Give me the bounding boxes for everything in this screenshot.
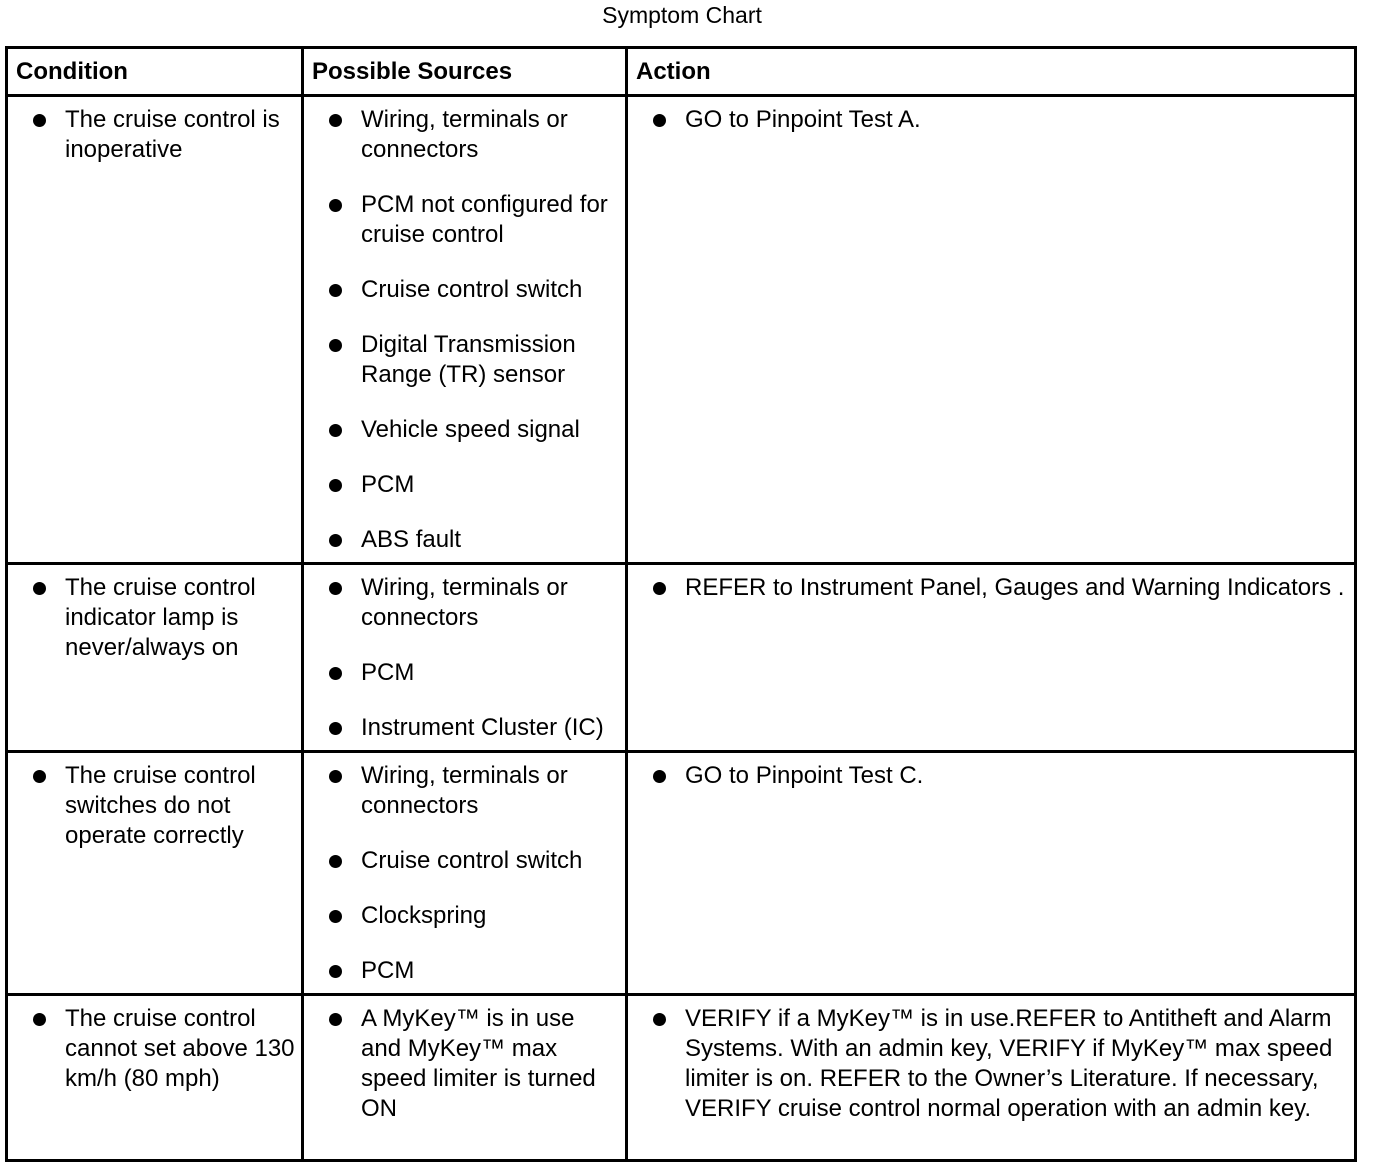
bullet-icon bbox=[329, 534, 342, 547]
bullet-icon bbox=[329, 722, 342, 735]
table-row bbox=[7, 96, 1356, 564]
list-item: Cruise control switch bbox=[304, 846, 625, 876]
header-condition: Condition bbox=[7, 48, 303, 96]
list-item: Digital Transmission Range (TR) sensor bbox=[304, 330, 625, 390]
list-item: VERIFY if a MyKey™ is in use.REFER to Antitheft and Alarm Systems. With an admin key, VERIFY if MyKey™ max speed limiter is on. REFER to the Owner’s Literature. If necessary, VERIFY cruise control normal operation with an admin key. bbox=[628, 1004, 1354, 1124]
bullet-icon bbox=[329, 284, 342, 297]
list-item: ABS fault bbox=[304, 525, 625, 555]
list-item: Instrument Cluster (IC) bbox=[304, 713, 625, 743]
bullet-icon bbox=[653, 582, 666, 595]
condition-cell bbox=[7, 752, 303, 995]
bullet-icon bbox=[329, 424, 342, 437]
condition-cell bbox=[7, 564, 303, 752]
table-row bbox=[7, 995, 1356, 1161]
bullet-icon bbox=[329, 965, 342, 978]
list-item: PCM not configured for cruise control bbox=[304, 190, 625, 250]
list-item: Wiring, terminals or connectors bbox=[304, 573, 625, 633]
bullet-icon bbox=[653, 770, 666, 783]
bullet-icon bbox=[329, 910, 342, 923]
action-cell bbox=[627, 995, 1356, 1161]
bullet-icon bbox=[329, 1013, 342, 1026]
action-cell bbox=[627, 96, 1356, 564]
sources-cell bbox=[303, 564, 627, 752]
sources-cell bbox=[303, 96, 627, 564]
chart-title: Symptom Chart bbox=[602, 2, 762, 28]
list-item: Clockspring bbox=[304, 901, 625, 931]
table-row bbox=[7, 564, 1356, 752]
bullet-icon bbox=[33, 582, 46, 595]
header-row bbox=[7, 48, 1356, 96]
table-row bbox=[7, 752, 1356, 995]
header-action: Action bbox=[627, 48, 1356, 96]
list-item: The cruise control is inoperative bbox=[8, 105, 301, 165]
bullet-icon bbox=[33, 114, 46, 127]
bullet-icon bbox=[653, 1013, 666, 1026]
list-item: PCM bbox=[304, 470, 625, 500]
sources-cell bbox=[303, 752, 627, 995]
bullet-icon bbox=[329, 114, 342, 127]
condition-cell bbox=[7, 995, 303, 1161]
list-item: The cruise control switches do not operate correctly bbox=[8, 761, 301, 851]
list-item: The cruise control cannot set above 130 km/h (80 mph) bbox=[8, 1004, 301, 1094]
list-item: A MyKey™ is in use and MyKey™ max speed limiter is turned ON bbox=[304, 1004, 625, 1124]
bullet-icon bbox=[653, 114, 666, 127]
list-item: Wiring, terminals or connectors bbox=[304, 761, 625, 821]
bullet-icon bbox=[329, 339, 342, 352]
bullet-icon bbox=[329, 479, 342, 492]
bullet-icon bbox=[33, 1013, 46, 1026]
action-cell bbox=[627, 752, 1356, 995]
list-item: The cruise control indicator lamp is never/always on bbox=[8, 573, 301, 663]
action-cell bbox=[627, 564, 1356, 752]
bullet-icon bbox=[33, 770, 46, 783]
list-item: Vehicle speed signal bbox=[304, 415, 625, 445]
list-item: REFER to Instrument Panel, Gauges and Warning Indicators . bbox=[628, 573, 1354, 603]
list-item: PCM bbox=[304, 956, 625, 986]
bullet-icon bbox=[329, 667, 342, 680]
bullet-icon bbox=[329, 582, 342, 595]
symptom-table bbox=[5, 46, 1357, 1162]
condition-cell bbox=[7, 96, 303, 564]
list-item: Wiring, terminals or connectors bbox=[304, 105, 625, 165]
bullet-icon bbox=[329, 855, 342, 868]
list-item: PCM bbox=[304, 658, 625, 688]
bullet-icon bbox=[329, 770, 342, 783]
list-item: Cruise control switch bbox=[304, 275, 625, 305]
list-item: GO to Pinpoint Test A. bbox=[628, 105, 1354, 135]
bullet-icon bbox=[329, 199, 342, 212]
header-possible-sources: Possible Sources bbox=[303, 48, 627, 96]
sources-cell bbox=[303, 995, 627, 1161]
list-item: GO to Pinpoint Test C. bbox=[628, 761, 1354, 791]
